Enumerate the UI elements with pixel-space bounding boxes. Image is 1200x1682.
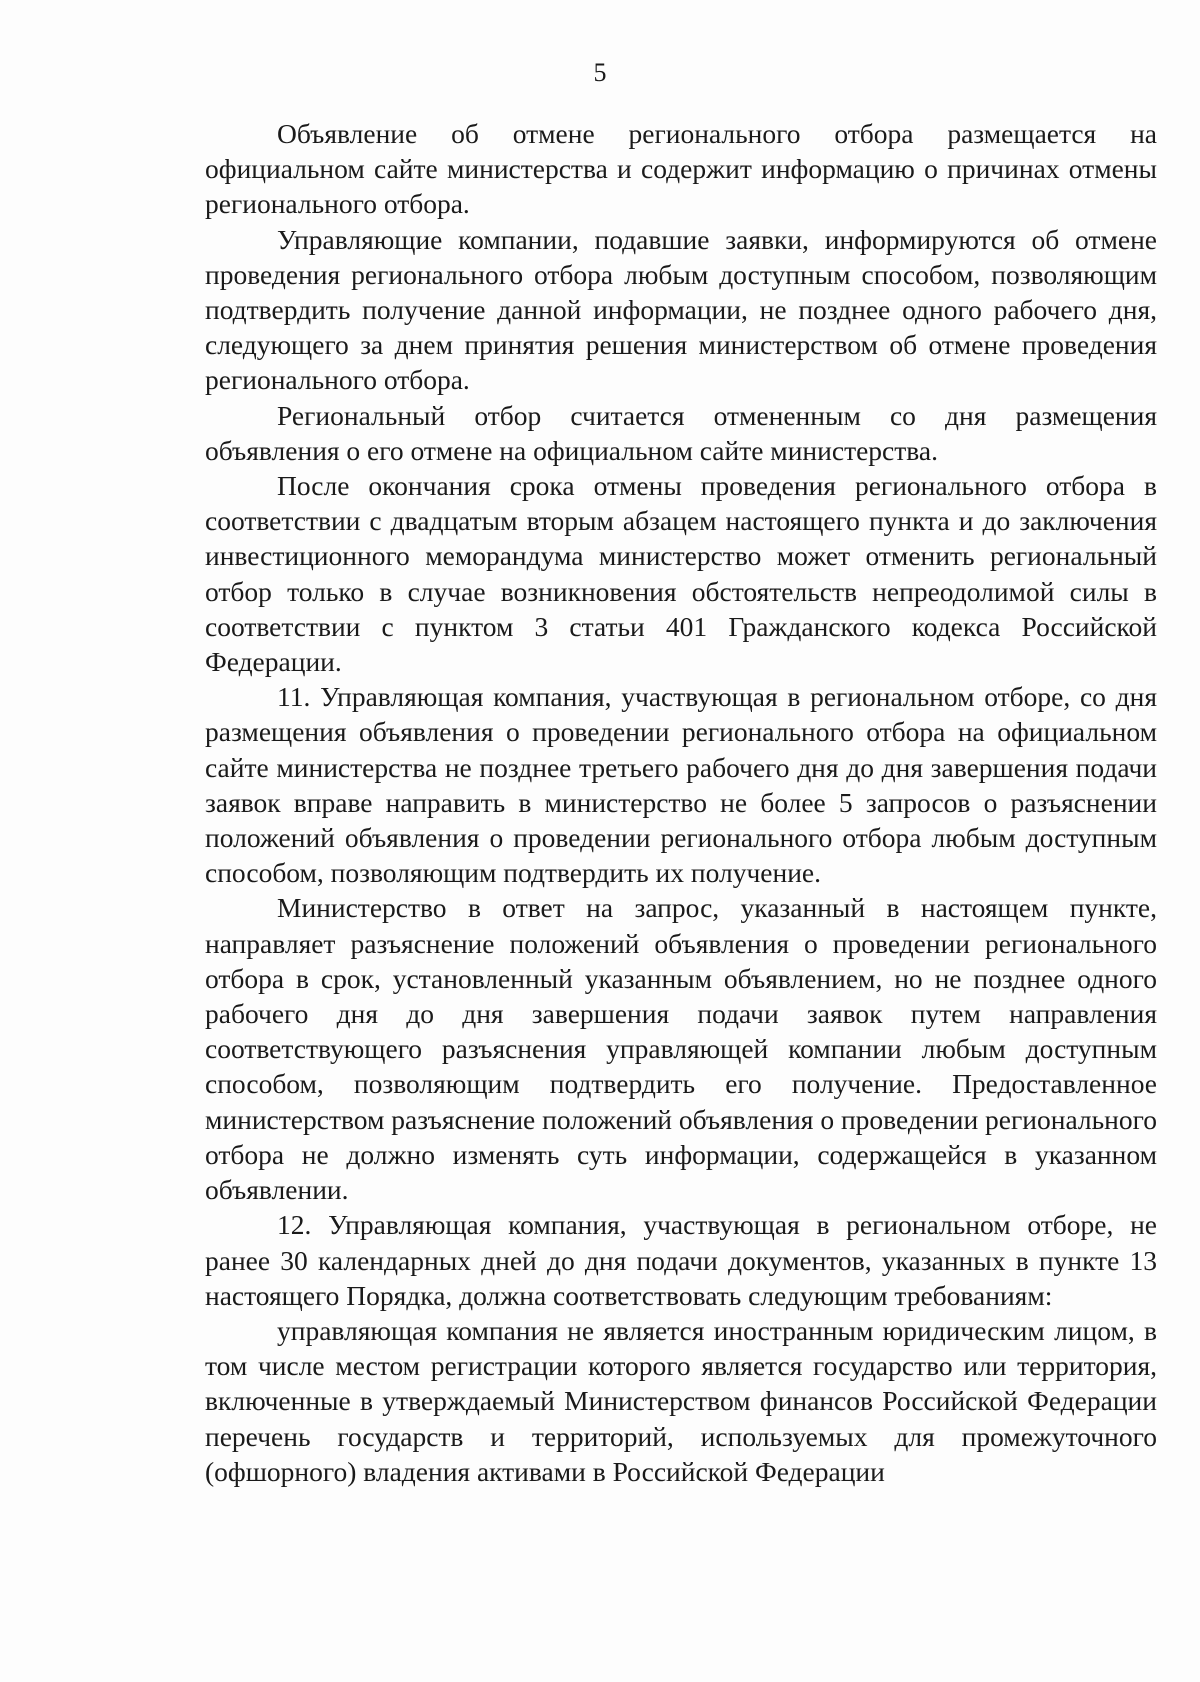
paragraph-selection-cancelled: Региональный отбор считается отмененным со дня размещения объявления о его отмене на официальном сайте министерства. bbox=[205, 399, 1157, 466]
paragraph-requirement-foreign-entity: управляющая компания не является иностранным юридическим лицом, в том числе местом регистрации которого является государство или территория, включенные в утверждаемый Министерством финансов Российской Федерации перечень государств и территорий, используемых для промежуточного (офшорного) владения активами в Российской Федерации bbox=[205, 1314, 1157, 1487]
document-body bbox=[205, 116, 1157, 1489]
paragraph-force-majeure: После окончания срока отмены проведения регионального отбора в соответствии с двадцатым вторым абзацем настоящего пункта и до заключения инвестиционного меморандума министерство может отменить региональный отбор только в случае возникновения обстоятельств непреодолимой силы в соответствии с пунктом 3 статьи 401 Гражданского кодекса Российской Федерации. bbox=[205, 470, 1157, 678]
paragraph-item-12: 12. Управляющая компания, участвующая в региональном отборе, не ранее 30 календарных дней до дня подачи документов, указанных в пункте 13 настоящего Порядка, должна соответствовать следующим требованиям: bbox=[205, 1209, 1157, 1311]
paragraph-item-11: 11. Управляющая компания, участвующая в региональном отборе, со дня размещения объявления о проведении регионального отбора на официальном сайте министерства не позднее третьего рабочего дня до дня завершения подачи заявок вправе направить в министерство не более 5 запросов о разъяснении положений объявления о проведении регионального отбора любым доступным способом, позволяющим подтвердить их получение. bbox=[205, 681, 1157, 889]
paragraph-cancellation-notice: Объявление об отмене регионального отбора размещается на официальном сайте министерства и содержит информацию о причинах отмены регионального отбора. bbox=[205, 118, 1157, 220]
paragraph-ministry-response: Министерство в ответ на запрос, указанный в настоящем пункте, направляет разъяснение положений объявления о проведении регионального отбора в срок, установленный указанным объявлением, но не позднее одного рабочего дня до дня завершения подачи заявок путем направления соответствующего разъяснения управляющей компании любым доступным способом, позволяющим подтвердить его получение. Предоставленное министерством разъяснение положений объявления о проведении регионального отбора не должно изменять суть информации, содержащейся в указанном объявлении. bbox=[205, 892, 1157, 1206]
paragraph-applicants-informed: Управляющие компании, подавшие заявки, информируются об отмене проведения регионального отбора любым доступным способом, позволяющим подтвердить получение данной информации, не позднее одного рабочего дня, следующего за днем принятия решения министерством об отмене проведения регионального отбора. bbox=[205, 223, 1157, 396]
page-number: 5 bbox=[593, 58, 607, 87]
